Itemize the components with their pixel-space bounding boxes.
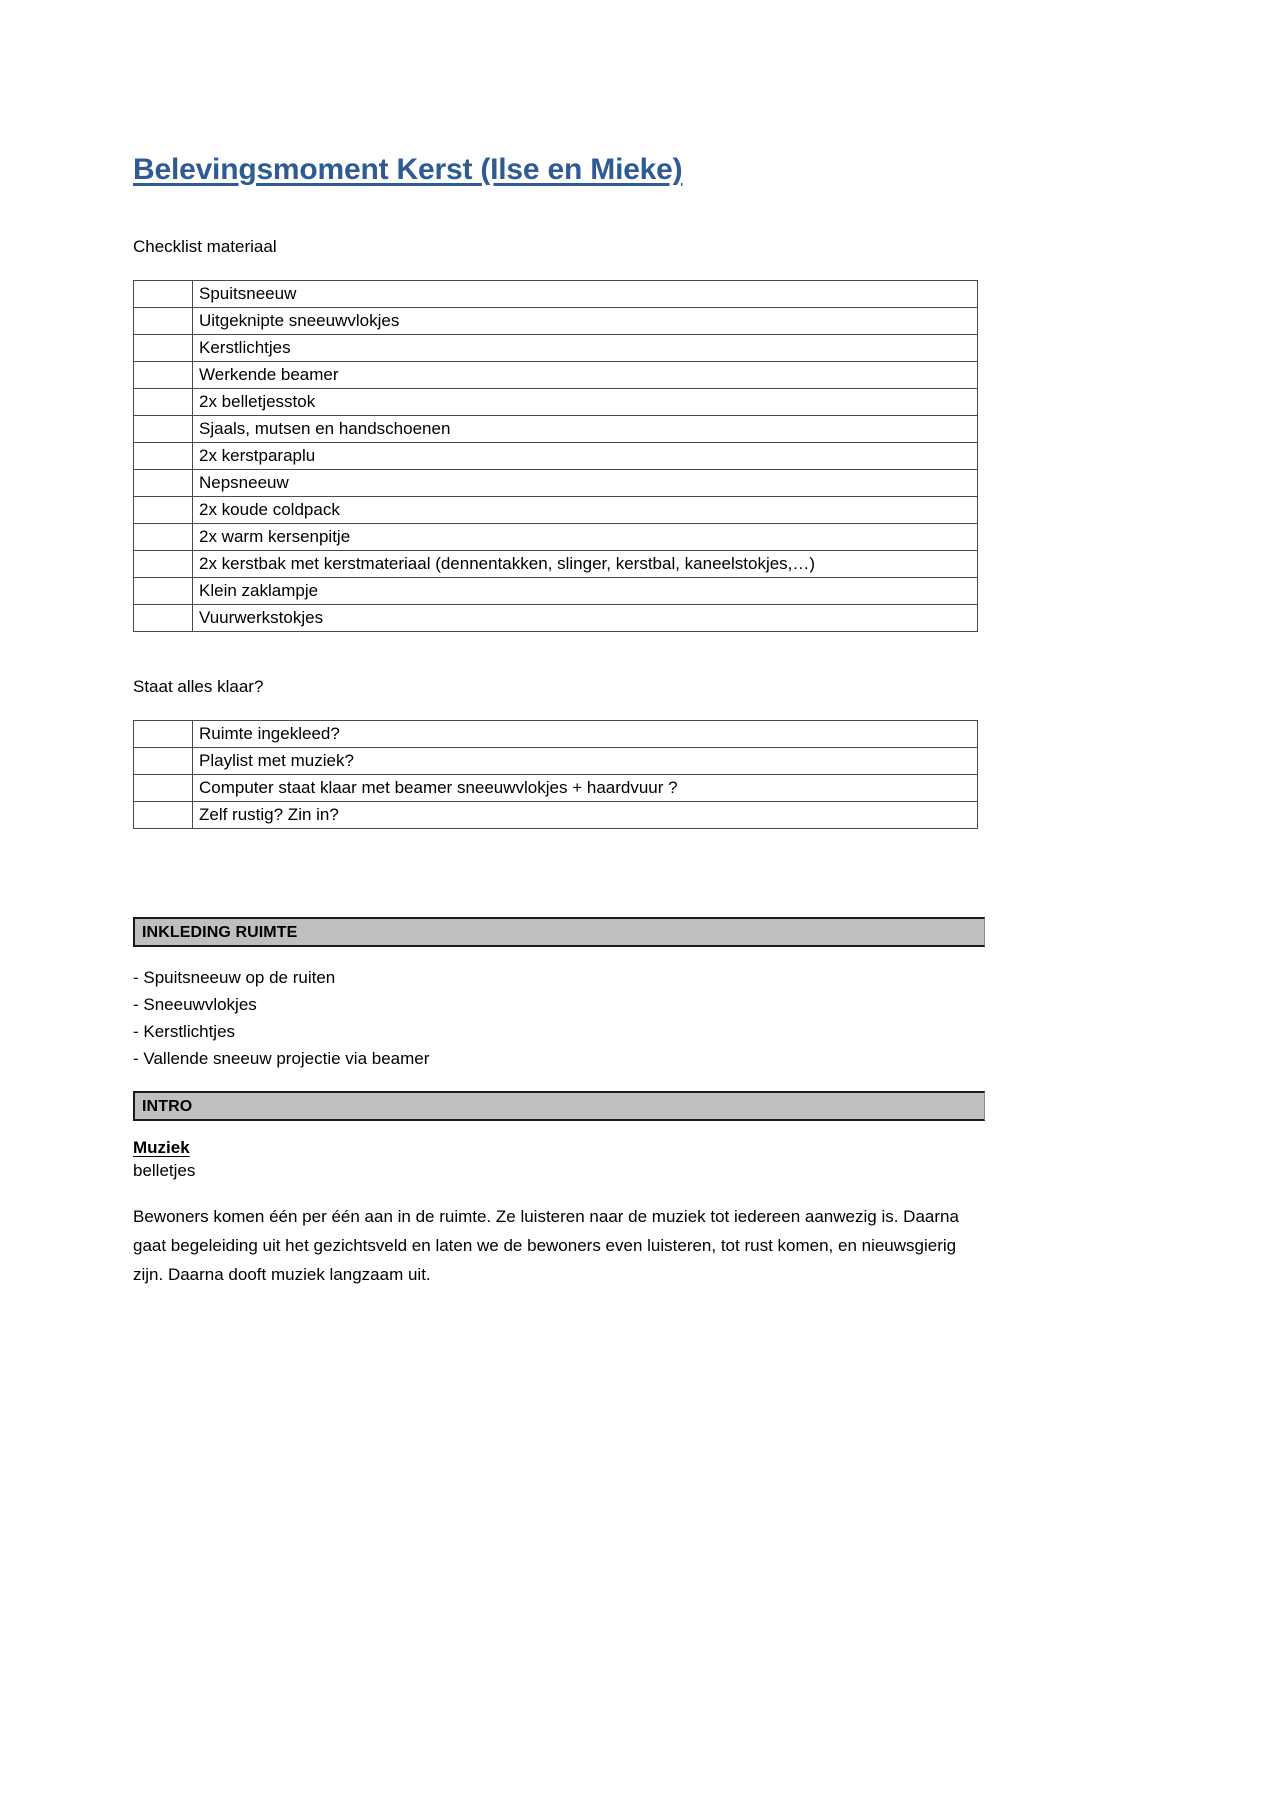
table-row — [134, 308, 978, 335]
table-row — [134, 335, 978, 362]
spacer — [133, 1072, 991, 1091]
staat-alles-klaar-label: Staat alles klaar? — [133, 677, 264, 697]
table-row — [134, 578, 978, 605]
staat-alles-klaar-item-label: Playlist met muziek? — [193, 748, 978, 775]
checklist-materiaal-checkbox-cell[interactable] — [134, 524, 193, 551]
table-row — [134, 443, 978, 470]
checklist-materiaal-checkbox-cell[interactable] — [134, 551, 193, 578]
checklist-materiaal-table — [133, 280, 978, 632]
table-row — [134, 470, 978, 497]
checklist-materiaal-item-label: Vuurwerkstokjes — [193, 605, 978, 632]
checklist-materiaal-item-label: Nepsneeuw — [193, 470, 978, 497]
checklist-materiaal-item-label: 2x warm kersenpitje — [193, 524, 978, 551]
checklist-materiaal-label: Checklist materiaal — [133, 237, 277, 256]
intro-sub-heading: Muziek — [133, 1138, 190, 1158]
staat-alles-klaar-checkbox-cell[interactable] — [134, 721, 193, 748]
staat-alles-klaar-checkbox-cell[interactable] — [134, 802, 193, 829]
checklist-materiaal-checkbox-cell[interactable] — [134, 578, 193, 605]
table-row — [134, 281, 978, 308]
checklist-materiaal-checkbox-cell[interactable] — [134, 308, 193, 335]
checklist-materiaal-body — [134, 281, 978, 632]
checklist-materiaal-checkbox-cell[interactable] — [134, 470, 193, 497]
section-banner-intro: INTRO — [133, 1091, 985, 1121]
page-title: Belevingsmoment Kerst (Ilse en Mieke) — [133, 153, 683, 186]
list-item: - Spuitsneeuw op de ruiten — [133, 968, 336, 988]
spacer — [133, 698, 991, 720]
section-banner-inkleding-ruimte: INKLEDING RUIMTE — [133, 917, 985, 947]
staat-alles-klaar-checkbox-cell[interactable] — [134, 775, 193, 802]
checklist-materiaal-checkbox-cell[interactable] — [134, 335, 193, 362]
table-row — [134, 775, 978, 802]
checklist-materiaal-checkbox-cell[interactable] — [134, 416, 193, 443]
table-row — [134, 416, 978, 443]
staat-alles-klaar-table — [133, 720, 978, 829]
spacer — [133, 1183, 991, 1202]
checklist-materiaal-item-label: 2x kerstbak met kerstmateriaal (dennentakken, slinger, kerstbal, kaneelstokjes,…) — [193, 551, 978, 578]
spacer — [133, 258, 991, 280]
table-row — [134, 389, 978, 416]
intro-sub-text: belletjes — [133, 1161, 196, 1181]
table-row — [134, 524, 978, 551]
checklist-materiaal-checkbox-cell[interactable] — [134, 497, 193, 524]
staat-alles-klaar-item-label: Ruimte ingekleed? — [193, 721, 978, 748]
spacer — [133, 947, 991, 964]
checklist-materiaal-item-label: Uitgeknipte sneeuwvlokjes — [193, 308, 978, 335]
checklist-materiaal-item-label: 2x kerstparaplu — [193, 443, 978, 470]
checklist-materiaal-checkbox-cell[interactable] — [134, 443, 193, 470]
checklist-materiaal-checkbox-cell[interactable] — [134, 605, 193, 632]
table-row — [134, 605, 978, 632]
checklist-materiaal-item-label: Werkende beamer — [193, 362, 978, 389]
checklist-materiaal-item-label: Klein zaklampje — [193, 578, 978, 605]
document-content — [133, 0, 991, 1289]
list-item: - Sneeuwvlokjes — [133, 995, 257, 1015]
checklist-materiaal-item-label: Spuitsneeuw — [193, 281, 978, 308]
staat-alles-klaar-body — [134, 721, 978, 829]
spacer — [133, 829, 991, 917]
checklist-materiaal-item-label: Kerstlichtjes — [193, 335, 978, 362]
checklist-materiaal-item-label: 2x belletjesstok — [193, 389, 978, 416]
table-row — [134, 497, 978, 524]
spacer — [133, 188, 991, 236]
checklist-materiaal-checkbox-cell[interactable] — [134, 362, 193, 389]
checklist-materiaal-item-label: 2x koude coldpack — [193, 497, 978, 524]
list-item: - Vallende sneeuw projectie via beamer — [133, 1049, 430, 1069]
checklist-materiaal-checkbox-cell[interactable] — [134, 281, 193, 308]
spacer — [133, 632, 991, 676]
checklist-materiaal-item-label: Sjaals, mutsen en handschoenen — [193, 416, 978, 443]
table-row — [134, 551, 978, 578]
intro-paragraph: Bewoners komen één per één aan in de ruimte. Ze luisteren naar de muziek tot iedereen aanwezig is. Daarna gaat begeleiding uit het gezichtsveld en laten we de bewoners even luisteren, tot rust komen, en nieuwsgierig zijn. Daarna dooft muziek langzaam uit. — [133, 1207, 959, 1285]
table-row — [134, 362, 978, 389]
table-row — [134, 748, 978, 775]
staat-alles-klaar-item-label: Zelf rustig? Zin in? — [193, 802, 978, 829]
table-row — [134, 802, 978, 829]
spacer — [133, 1121, 991, 1137]
checklist-materiaal-checkbox-cell[interactable] — [134, 389, 193, 416]
inkleding-ruimte-list — [133, 964, 991, 1072]
staat-alles-klaar-checkbox-cell[interactable] — [134, 748, 193, 775]
list-item: - Kerstlichtjes — [133, 1022, 236, 1042]
staat-alles-klaar-item-label: Computer staat klaar met beamer sneeuwvlokjes + haardvuur ? — [193, 775, 978, 802]
table-row — [134, 721, 978, 748]
